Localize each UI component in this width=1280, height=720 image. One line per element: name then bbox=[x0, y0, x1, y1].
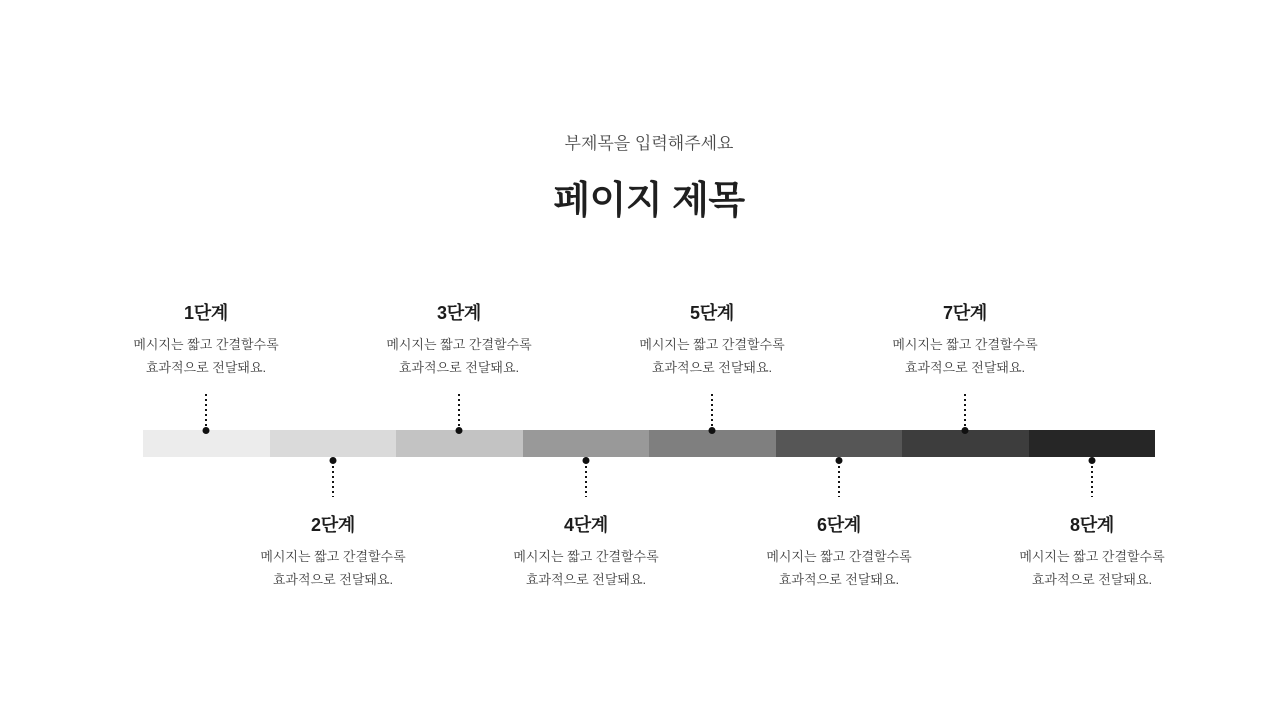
step-label: 5단계 bbox=[690, 303, 734, 323]
timeline-step-2 bbox=[223, 457, 443, 591]
bar-segment-8 bbox=[1029, 430, 1156, 457]
dotted-connector bbox=[964, 394, 966, 430]
connector-dot bbox=[583, 457, 590, 464]
progress-bar bbox=[143, 430, 1155, 457]
bar-segment-6 bbox=[776, 430, 903, 457]
step-label: 8단계 bbox=[1070, 515, 1114, 535]
dotted-connector bbox=[458, 394, 460, 430]
bar-segment-7 bbox=[902, 430, 1029, 457]
step-description bbox=[639, 333, 784, 379]
dotted-connector bbox=[1091, 461, 1093, 497]
step-description-line2: 효과적으로 전달돼요. bbox=[1031, 572, 1153, 587]
step-description bbox=[133, 333, 278, 379]
step-description bbox=[513, 545, 658, 591]
step-description-line1: 메시지는 짧고 간결할수록 bbox=[639, 337, 785, 352]
bar-segment-1 bbox=[143, 430, 270, 457]
step-description bbox=[260, 545, 405, 591]
timeline-step-8 bbox=[982, 457, 1202, 591]
bar-segment-4 bbox=[523, 430, 650, 457]
step-label: 4단계 bbox=[564, 515, 608, 535]
step-description-line2: 효과적으로 전달돼요. bbox=[778, 572, 900, 587]
bar-segment-3 bbox=[396, 430, 523, 457]
step-label: 6단계 bbox=[817, 515, 861, 535]
step-description-line1: 메시지는 짧고 간결할수록 bbox=[892, 337, 1038, 352]
page-title: 페이지 제목 bbox=[553, 180, 745, 222]
step-label: 3단계 bbox=[437, 303, 481, 323]
connector-dot bbox=[1089, 457, 1096, 464]
bar-segment-5 bbox=[649, 430, 776, 457]
connector-dot bbox=[709, 427, 716, 434]
step-description-line2: 효과적으로 전달돼요. bbox=[525, 572, 647, 587]
step-description-line1: 메시지는 짧고 간결할수록 bbox=[260, 549, 406, 564]
timeline-step-5 bbox=[602, 302, 822, 430]
step-description-line1: 메시지는 짧고 간결할수록 bbox=[766, 549, 912, 564]
step-description bbox=[892, 333, 1037, 379]
bar-segment-2 bbox=[270, 430, 397, 457]
dotted-connector bbox=[585, 461, 587, 497]
step-label: 7단계 bbox=[943, 303, 987, 323]
dotted-connector bbox=[205, 394, 207, 430]
step-description bbox=[386, 333, 531, 379]
step-description-line2: 효과적으로 전달돼요. bbox=[651, 360, 773, 375]
timeline-step-6 bbox=[729, 457, 949, 591]
connector-dot bbox=[456, 427, 463, 434]
step-description-line1: 메시지는 짧고 간결할수록 bbox=[513, 549, 659, 564]
step-description bbox=[766, 545, 911, 591]
connector-dot bbox=[330, 457, 337, 464]
step-description-line2: 효과적으로 전달돼요. bbox=[398, 360, 520, 375]
step-description bbox=[1019, 545, 1164, 591]
step-description-line2: 효과적으로 전달돼요. bbox=[904, 360, 1026, 375]
step-label: 1단계 bbox=[184, 303, 228, 323]
timeline-step-4 bbox=[476, 457, 696, 591]
dotted-connector bbox=[332, 461, 334, 497]
connector-dot bbox=[962, 427, 969, 434]
dotted-connector bbox=[711, 394, 713, 430]
slide-subtitle: 부제목을 입력해주세요 bbox=[564, 134, 734, 153]
timeline-step-3 bbox=[349, 302, 569, 430]
step-description-line1: 메시지는 짧고 간결할수록 bbox=[1019, 549, 1165, 564]
step-description-line1: 메시지는 짧고 간결할수록 bbox=[386, 337, 532, 352]
step-description-line2: 효과적으로 전달돼요. bbox=[272, 572, 394, 587]
timeline-step-1 bbox=[96, 302, 316, 430]
connector-dot bbox=[836, 457, 843, 464]
timeline-step-7 bbox=[855, 302, 1075, 430]
dotted-connector bbox=[838, 461, 840, 497]
connector-dot bbox=[203, 427, 210, 434]
step-description-line2: 효과적으로 전달돼요. bbox=[145, 360, 267, 375]
step-label: 2단계 bbox=[311, 515, 355, 535]
step-description-line1: 메시지는 짧고 간결할수록 bbox=[133, 337, 279, 352]
